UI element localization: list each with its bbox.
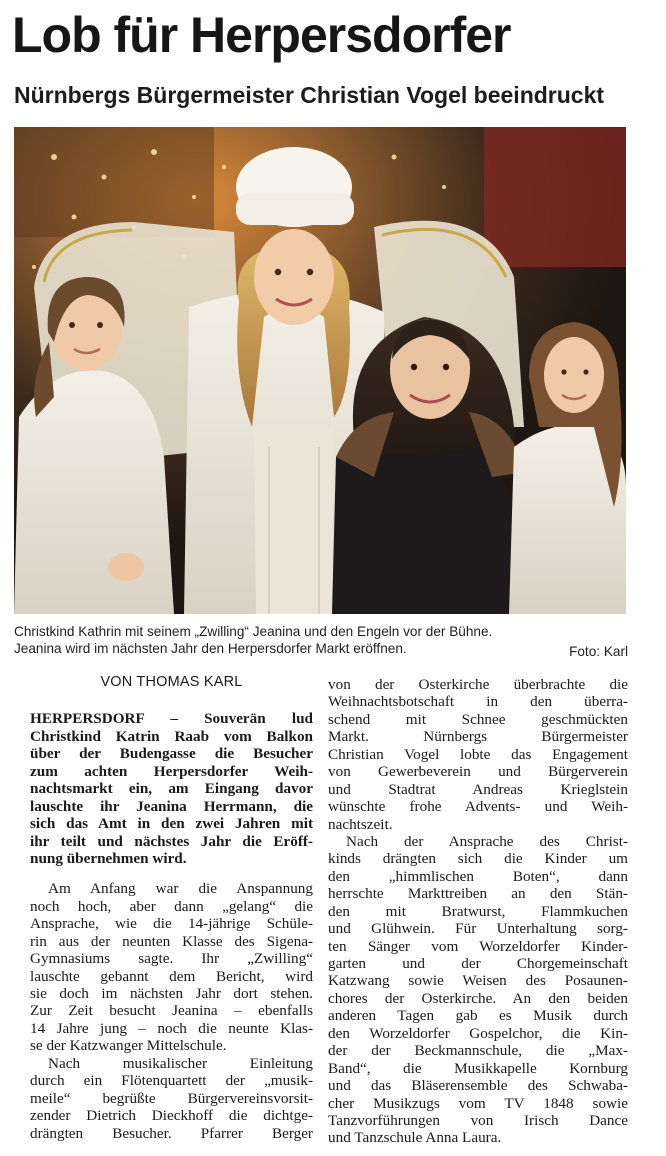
text-line: noch hoch, aber dann „gelang“ die: [30, 897, 313, 915]
text-line: Band“, die Musikkapelle Kornburg: [328, 1059, 628, 1077]
paragraph: [328, 676, 628, 833]
text-line: sie doch im nächsten Jahr dort stehen.: [30, 985, 313, 1003]
caption-line: Jeanina wird im nächsten Jahr den Herpersdorfer Markt eröffnen.: [14, 641, 407, 657]
paragraph: [30, 1055, 313, 1142]
text-line: von der Osterkirche überbrachte die: [328, 676, 628, 693]
text-line: chores der Osterkirche. An den beiden: [328, 989, 628, 1007]
text-line: anderen Tagen gab es Musik durch: [328, 1007, 628, 1025]
text-line: Weihnachtsbotschaft in den überra-: [328, 693, 628, 711]
text-line: se der Katzwanger Mittelschule.: [30, 1037, 227, 1055]
paragraph: [328, 833, 628, 1147]
text-line: Zur Zeit besucht Jeanina – ebenfalls: [30, 1002, 313, 1020]
text-line: der der Beckmannschule, die „Max-: [328, 1042, 628, 1060]
paragraph: [30, 880, 313, 1054]
text-line: über der Budengasse die Besucher: [30, 745, 313, 763]
text-line: den Worzeldorfer Gospelchor, die Kin-: [328, 1024, 628, 1042]
text-line: durch ein Flötenquartett der „musik-: [30, 1072, 313, 1090]
column-right: [328, 676, 628, 1147]
photo-caption: [14, 622, 628, 657]
text-line: Gymnasiums sagte. Ihr „Zwilling“: [30, 950, 313, 968]
text-line: kinds drängten sich die Kinder um: [328, 850, 628, 868]
text-line: 14 Jahre jung – noch die neunte Klas-: [30, 1019, 313, 1037]
text-line: Tanzvorführungen von Irisch Dance: [328, 1111, 628, 1129]
text-line: und Tanzschule Anna Laura.: [328, 1129, 502, 1147]
text-line: nung übernehmen wird.: [30, 849, 187, 867]
text-line: meile“ begrüßte Bürgervereinsvorsit-: [30, 1089, 313, 1107]
text-line: ten Sänger vom Worzeldorfer Kinder-: [328, 937, 628, 955]
text-line: lauschte gebannt dem Bericht, wird: [30, 967, 313, 985]
text-line: lauschte ihr Jeanina Herrmann, die: [30, 797, 313, 815]
text-line: wünschte frohe Advents- und Weih-: [328, 798, 628, 816]
photo-credit: Foto: Karl: [569, 644, 628, 659]
text-line: cher Musikzugs vom TV 1848 sowie: [328, 1094, 628, 1112]
text-line: und das Bläserensemble des Schwaba-: [328, 1077, 628, 1095]
text-line: nachtsmarkt ein, am Eingang davor: [30, 780, 313, 798]
text-line: HERPERSDORF – Souverän lud: [30, 710, 313, 728]
column-left: [30, 672, 313, 1142]
lead-paragraph: [30, 710, 313, 867]
text-line: Nach musikalischer Einleitung: [48, 1054, 313, 1072]
text-line: drängten Besucher. Pfarrer Berger: [30, 1124, 313, 1142]
text-line: schend mit Schnee geschmückten: [328, 710, 628, 728]
byline: VON THOMAS KARL: [100, 674, 243, 690]
text-line: sich das Amt in den zwei Jahren mit: [30, 815, 313, 833]
text-line: und Stadtrat Andreas Krieglstein: [328, 780, 628, 798]
text-line: zum achten Herpersdorfer Weih-: [30, 762, 313, 780]
text-line: den „himmlischen Boten“, dann: [328, 867, 628, 885]
text-line: Katzwang sowie Weisen des Posaunen-: [328, 972, 628, 990]
text-line: zender Dietrich Dieckhoff die dichtge-: [30, 1107, 313, 1125]
text-line: ihr teilt und nächstes Jahr die Eröff-: [30, 832, 313, 850]
text-line: den mit Bratwurst, Flammkuchen: [328, 902, 628, 920]
text-line: und Glühwein. Für Unterhaltung sorg-: [328, 920, 628, 938]
text-line: von Gewerbeverein und Bürgerverein: [328, 763, 628, 781]
article-photo: [14, 127, 626, 614]
text-line: Markt. Nürnbergs Bürgermeister: [328, 728, 628, 746]
text-line: Nach der Ansprache des Christ-: [346, 832, 628, 850]
text-line: herrschte Markttreiben an den Stän-: [328, 885, 628, 903]
headline: Lob für Herpersdorfer: [12, 7, 511, 63]
text-line: nachtszeit.: [328, 815, 393, 833]
caption-line: Christkind Kathrin mit seinem „Zwilling“ Jeanina und den Engeln vor der Bühne.: [14, 624, 493, 639]
text-line: Am Anfang war die Anspannung: [48, 880, 313, 898]
subheadline: Nürnbergs Bürgermeister Christian Vogel beeindruckt: [14, 82, 605, 108]
text-line: garten und der Chorgemeinschaft: [328, 955, 628, 972]
text-line: rin aus der neunten Klasse des Sigena-: [30, 932, 313, 950]
text-line: Ansprache, wie die 14-jährige Schüle-: [30, 915, 313, 933]
text-line: Christkind Katrin Raab vom Balkon: [30, 727, 313, 745]
text-line: Christian Vogel lobte das Engagement: [328, 745, 628, 763]
